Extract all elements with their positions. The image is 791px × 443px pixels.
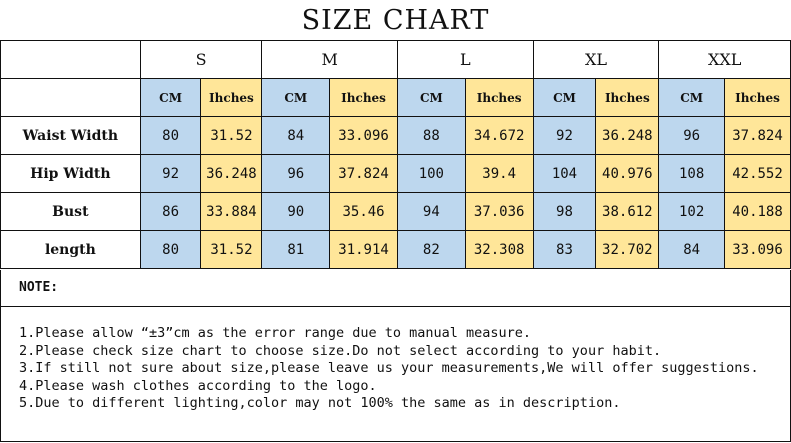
note-item: 1.Please allow “±3”cm as the error range due to manual measure. [19,325,532,341]
value-cell: 31.52 [201,117,262,155]
row-label: length [1,231,141,269]
value-cell: 37.036 [465,193,533,231]
value-cell: 108 [659,155,725,193]
note-item: 2.Please check size chart to choose size.Do not select according to your habit. [19,342,662,359]
value-cell: 33.096 [725,231,791,269]
size-header: XL [533,41,659,79]
measurement-row-bust [1,193,791,231]
size-table [0,40,791,269]
value-cell: 32.702 [596,231,659,269]
value-cell: 98 [533,193,596,231]
unit-inch: Ihches [596,79,659,117]
value-cell: 38.612 [596,193,659,231]
value-cell: 80 [140,117,201,155]
value-cell: 84 [659,231,725,269]
unit-cm: CM [659,79,725,117]
value-cell: 92 [140,155,201,193]
value-cell: 33.096 [330,117,398,155]
value-cell: 96 [262,155,330,193]
value-cell: 92 [533,117,596,155]
size-header: L [398,41,534,79]
value-cell: 104 [533,155,596,193]
unit-cm: CM [533,79,596,117]
value-cell: 40.976 [596,155,659,193]
value-cell: 40.188 [725,193,791,231]
note-item: 3.If still not sure about size,please leave us your measurements,We will offer suggestions. [19,360,759,376]
row-label: Hip Width [1,155,141,193]
value-cell: 39.4 [465,155,533,193]
unit-header-row [1,79,791,117]
value-cell: 94 [398,193,466,231]
value-cell: 42.552 [725,155,791,193]
value-cell: 81 [262,231,330,269]
value-cell: 100 [398,155,466,193]
size-header-row [1,41,791,79]
chart-title: SIZE CHART [0,0,791,41]
value-cell: 34.672 [465,117,533,155]
value-cell: 33.884 [201,193,262,231]
row-label: Waist Width [1,117,141,155]
value-cell: 82 [398,231,466,269]
value-cell: 86 [140,193,201,231]
value-cell: 35.46 [330,193,398,231]
note-item: 4.Please wash clothes according to the logo. [19,377,377,394]
size-header: M [262,41,398,79]
value-cell: 32.308 [465,231,533,269]
unit-inch: Ihches [201,79,262,117]
value-cell: 36.248 [596,117,659,155]
size-header: S [140,41,262,79]
value-cell: 37.824 [330,155,398,193]
note-section [0,270,791,442]
value-cell: 31.914 [330,231,398,269]
unit-cm: CM [262,79,330,117]
unit-inch: Ihches [465,79,533,117]
measurement-row-hip [1,155,791,193]
corner-cell [1,79,141,117]
value-cell: 31.52 [201,231,262,269]
value-cell: 36.248 [201,155,262,193]
unit-cm: CM [140,79,201,117]
row-label: Bust [1,193,141,231]
value-cell: 80 [140,231,201,269]
value-cell: 83 [533,231,596,269]
value-cell: 88 [398,117,466,155]
measurement-row-waist [1,117,791,155]
corner-cell [1,41,141,79]
value-cell: 96 [659,117,725,155]
value-cell: 37.824 [725,117,791,155]
size-header: XXL [659,41,791,79]
value-cell: 90 [262,193,330,231]
value-cell: 84 [262,117,330,155]
value-cell: 102 [659,193,725,231]
note-heading: NOTE: [1,270,790,307]
measurement-row-length [1,231,791,269]
note-item: 5.Due to different lighting,color may not 100% the same as in description. [19,395,621,411]
unit-inch: Ihches [725,79,791,117]
note-list [1,307,790,413]
unit-inch: Ihches [330,79,398,117]
unit-cm: CM [398,79,466,117]
